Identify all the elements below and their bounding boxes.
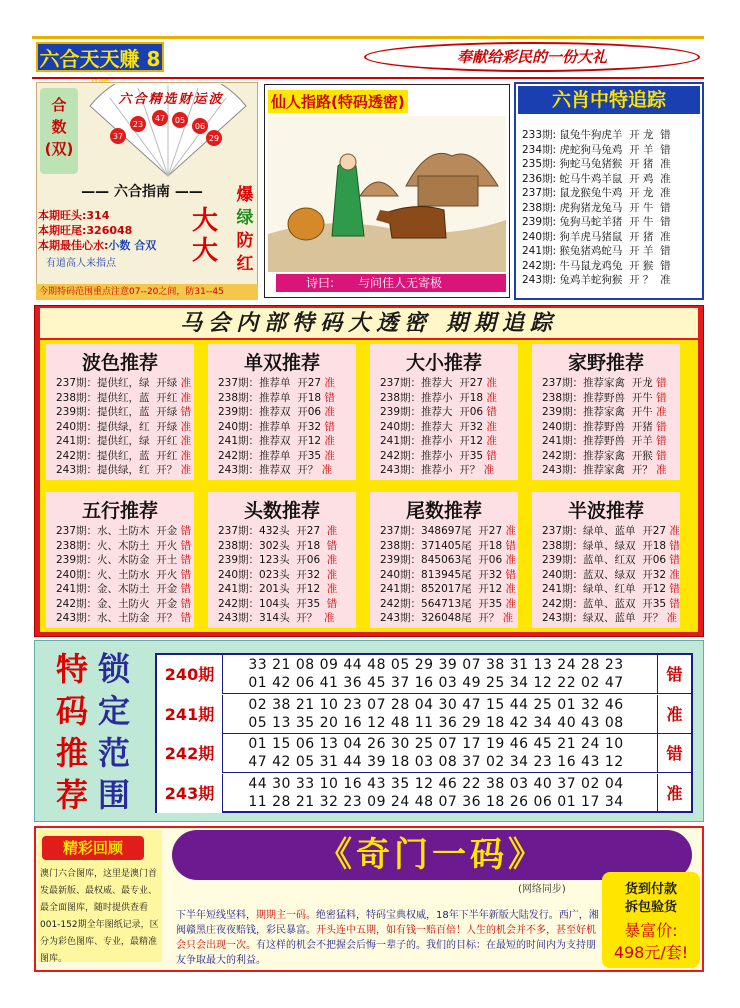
card-row-text: 240期：推荐大 开32 xyxy=(380,420,487,433)
card-row-text: 238期：绿单、绿双 开18 xyxy=(542,539,670,552)
card-row-result: 错 xyxy=(180,583,192,595)
poem-bar xyxy=(276,274,506,292)
range-result: 错 xyxy=(657,734,691,773)
recommend-card xyxy=(46,344,194,480)
card-row-result: 准 xyxy=(486,377,497,389)
card-row-result: 准 xyxy=(180,449,192,462)
card-row xyxy=(542,611,677,626)
card-row-text: 239期：蓝单、红双 开06 xyxy=(542,554,670,566)
card-row-result: 准 xyxy=(326,554,338,566)
guide-key: 本期旺尾: xyxy=(38,224,87,237)
recommend-grid xyxy=(40,340,698,632)
card-row xyxy=(380,553,516,568)
card-row xyxy=(218,524,337,539)
card-row xyxy=(542,449,667,464)
desc-part: 下半年短线坚料， xyxy=(176,910,256,921)
card-row xyxy=(218,420,335,435)
card-row-text: 237期：348697尾 开27 xyxy=(380,525,506,537)
card-row-result: 错 xyxy=(669,554,680,566)
guide-row xyxy=(38,222,132,238)
guide-row xyxy=(38,237,156,253)
guide-key: 本期最佳心水: xyxy=(38,239,109,252)
card-row-result: 错 xyxy=(656,391,667,404)
zodiac-row: 236期: 蛇马牛鸡羊鼠 开 鸡 准 xyxy=(522,172,671,185)
card-row-result: 错 xyxy=(656,377,667,389)
big-char: 大 xyxy=(192,206,219,236)
card-row-text: 239期：推荐双 开06 xyxy=(218,406,325,418)
cod-text: 货到付款 xyxy=(624,882,677,897)
range-period: 241期 xyxy=(157,695,223,734)
card-title: 家野推荐 xyxy=(567,352,644,374)
card-row-text: 237期：推荐单 开27 xyxy=(218,377,325,389)
card-row xyxy=(542,524,680,539)
range-line: 47 42 05 31 44 39 18 03 08 37 02 34 23 16 43 12 xyxy=(248,754,624,770)
card-row-result: 错 xyxy=(180,597,192,610)
guide-row xyxy=(38,207,109,223)
label-char: 范 xyxy=(98,734,131,772)
card-row xyxy=(218,611,334,626)
review-body: 澳门六合图库，这里是澳门首发最新版、最权威、最专业、最全面图库，随时提供查看001-152期全年图纸记录，区分为彩色图库、专业，最精准图库。 xyxy=(40,869,159,964)
card-row-text: 238期：火、木防土 开火 xyxy=(56,539,181,552)
card-row-text: 241期：提供红，绿 开红 xyxy=(56,435,181,447)
card-row-result: 错 xyxy=(656,435,667,447)
card-row-result: 错 xyxy=(180,554,192,566)
card-row xyxy=(56,582,191,597)
card-row-text: 243期：推荐双 开？ xyxy=(218,464,322,476)
card-row xyxy=(56,524,191,539)
card-row xyxy=(380,597,516,612)
qimen-title: 《奇门一码》 xyxy=(172,830,692,880)
heshu-char: 数 xyxy=(51,118,67,136)
card-row-text: 242期：提供红，蓝 开红 xyxy=(56,449,181,462)
card-row-result: 准 xyxy=(669,525,680,537)
fan-number: 23 xyxy=(132,120,144,129)
card-row-result: 准 xyxy=(180,435,192,447)
range-line: 05 13 35 20 16 12 48 11 36 29 18 42 34 40 43 08 xyxy=(248,714,624,731)
range-period: 243期 xyxy=(157,774,223,813)
card-row xyxy=(218,553,337,568)
top-rule xyxy=(32,36,704,39)
card-row-result: 准 xyxy=(326,583,338,595)
card-row-result: 准 xyxy=(321,464,333,476)
card-row-result: 准 xyxy=(324,449,335,462)
zodiac-row: 235期: 狗蛇马兔猪猴 开 猪 准 xyxy=(522,158,671,170)
card-row-text: 240期：提供绿，红 开绿 xyxy=(56,420,181,433)
card-row-text: 238期：推荐野兽 开牛 xyxy=(542,391,657,404)
poem-label: 诗曰: xyxy=(306,276,335,290)
card-row-result: 错 xyxy=(669,597,680,610)
card-title: 头数推荐 xyxy=(243,500,320,522)
card-row-result: 准 xyxy=(656,406,667,418)
card-row-text: 240期：蓝双、绿双 开32 xyxy=(542,568,670,581)
card-row xyxy=(380,611,513,626)
heshu-char: (双) xyxy=(44,140,74,158)
guide-title: —— 六合指南 —— xyxy=(81,184,203,200)
range-line: 33 21 08 09 44 48 05 29 39 07 38 31 13 24 28 23 xyxy=(248,657,624,673)
card-row-result: 错 xyxy=(180,525,192,537)
card-row-text: 239期：提供红，蓝 开绿 xyxy=(56,406,181,418)
card-row-result: 错 xyxy=(324,391,335,404)
card-row-text: 240期：023头 开32 xyxy=(218,568,327,581)
heshu-char: 合 xyxy=(51,96,67,114)
card-row-result: 准 xyxy=(505,554,516,566)
card-row-text: 242期：推荐小 开35 xyxy=(380,449,487,462)
card-row xyxy=(542,568,680,583)
card-row xyxy=(218,449,335,464)
card-row-result: 错 xyxy=(326,597,338,610)
range-line: 11 28 21 32 23 09 24 48 07 36 18 26 06 01 17 34 xyxy=(248,793,624,810)
card-row-result: 错 xyxy=(180,568,192,581)
scene-illustration xyxy=(268,116,506,272)
card-row xyxy=(218,434,335,449)
desc-part: 有这样的机会不把握会后悔一辈子的。我们的目标：在最短的时间内为支持朋友争取最大的利益。 xyxy=(176,940,596,966)
guide-value: 314 xyxy=(86,209,110,222)
card-row-text: 243期：提供绿，红 开？ xyxy=(56,464,181,476)
guide-key: 本期旺头: xyxy=(38,209,87,222)
card-row xyxy=(218,405,335,420)
card-row-result: 准 xyxy=(505,583,516,595)
card-row-result: 错 xyxy=(669,583,680,595)
range-row xyxy=(157,734,691,773)
card-row xyxy=(542,597,680,612)
card-row-result: 准 xyxy=(505,525,516,537)
card-row xyxy=(380,539,516,554)
card-row-result: 准 xyxy=(656,464,667,476)
card-row-result: 准 xyxy=(180,420,192,433)
card-row-text: 241期：推荐野兽 开羊 xyxy=(542,435,657,447)
card-row-text: 237期：提供红，绿 开绿 xyxy=(56,377,181,389)
inspect-text: 拆包验货 xyxy=(624,900,677,915)
card-row xyxy=(56,376,191,391)
card-row-text: 238期：371405尾 开18 xyxy=(380,539,506,552)
card-row-text: 241期：推荐双 开12 xyxy=(218,435,325,447)
price-value: 498元/套! xyxy=(613,943,689,962)
card-row-text: 242期：蓝单、蓝双 开35 xyxy=(542,597,670,610)
card-row-text: 242期：金、土防火 开金 xyxy=(56,597,181,610)
card-row xyxy=(380,568,516,583)
card-row-result: 错 xyxy=(505,568,516,581)
card-row xyxy=(218,582,337,597)
label-char: 定 xyxy=(98,692,131,730)
card-row xyxy=(380,449,497,464)
card-row-text: 241期：绿单、红单 开12 xyxy=(542,583,670,595)
zodiac-row: 243期: 兔鸡羊蛇狗猴 开 ？ 准 xyxy=(522,274,671,286)
recommend-card xyxy=(532,492,680,628)
range-line: 44 30 33 10 16 43 35 12 46 22 38 03 40 37 02 04 xyxy=(248,775,624,792)
card-row-text: 237期：水、土防木 开金 xyxy=(56,525,181,537)
insider-banner: 马会内部特码大透密 期期追踪 xyxy=(40,308,698,338)
heshu-badge xyxy=(40,88,78,174)
card-row xyxy=(218,597,337,612)
card-row xyxy=(380,405,497,420)
range-numbers xyxy=(227,656,645,692)
card-row xyxy=(542,434,667,449)
card-row-text: 238期：提供红，蓝 开红 xyxy=(56,391,181,404)
card-row xyxy=(542,463,667,478)
big-char: 大 xyxy=(192,236,219,266)
card-row-result: 准 xyxy=(180,464,192,476)
card-row-result: 错 xyxy=(180,612,192,624)
card-title: 波色推荐 xyxy=(81,352,158,374)
recommend-card xyxy=(46,492,194,628)
card-row xyxy=(218,568,337,583)
six-zodiac-title: 六肖中特追踪 xyxy=(518,86,700,114)
recommend-card xyxy=(370,344,518,480)
range-row xyxy=(157,695,691,734)
card-row-text: 241期：金、木防土 开金 xyxy=(56,583,181,595)
card-row-text: 240期：推荐野兽 开猪 xyxy=(542,420,657,433)
card-row xyxy=(56,568,191,583)
card-title: 尾数推荐 xyxy=(405,500,482,522)
card-row-result: 错 xyxy=(324,420,335,433)
card-row-result: 错 xyxy=(326,539,338,552)
guide-value: 小数 合双 xyxy=(108,239,157,252)
lock-range-label xyxy=(98,648,130,816)
slogan: 奉献给彩民的一份大礼 xyxy=(364,42,700,72)
range-row xyxy=(157,655,691,694)
card-row-result: 准 xyxy=(324,435,335,447)
card-row-result: 准 xyxy=(324,406,335,418)
label-char: 推 xyxy=(56,734,89,772)
card-row-text: 238期：推荐单 开18 xyxy=(218,391,325,404)
zodiac-row: 240期: 狗羊虎马猪鼠 开 猪 准 xyxy=(522,230,671,243)
card-row-result: 准 xyxy=(180,377,192,389)
zodiac-row: 239期: 兔狗马蛇羊猪 开 牛 错 xyxy=(522,216,671,228)
price-label: 暴富价: xyxy=(624,921,678,940)
review-title: 精彩回顾 xyxy=(42,836,144,860)
zodiac-row: 234期: 虎蛇狗马兔鸡 开 羊 错 xyxy=(522,143,671,156)
card-row-text: 239期：123头 开06 xyxy=(218,554,327,566)
card-row-text: 243期：推荐家禽 开？ xyxy=(542,464,657,476)
card-row-result: 错 xyxy=(180,539,192,552)
range-table xyxy=(155,653,693,813)
card-row-result: 错 xyxy=(656,449,667,462)
card-title: 半波推荐 xyxy=(567,500,644,522)
range-numbers xyxy=(227,696,645,732)
card-row-text: 239期：火、木防金 开土 xyxy=(56,554,181,566)
card-row-text: 237期：推荐家禽 开龙 xyxy=(542,377,657,389)
card-row xyxy=(56,597,191,612)
card-row-text: 243期：水、土防金 开？ xyxy=(56,612,181,624)
card-row-result: 错 xyxy=(656,420,667,433)
tip-char: 爆 xyxy=(236,185,254,205)
card-row xyxy=(218,539,337,554)
fan-title: 六合精选财运波 xyxy=(118,92,224,107)
range-result: 错 xyxy=(657,655,691,694)
card-row xyxy=(56,420,191,435)
card-row-text: 240期：火、土防水 开火 xyxy=(56,568,181,581)
card-row-result: 错 xyxy=(669,539,680,552)
sync-note: (网络同步) xyxy=(518,884,566,895)
range-line: 01 42 06 41 36 45 37 16 03 49 25 34 12 22 02 47 xyxy=(248,675,624,691)
card-row-text: 242期：104头 开35 xyxy=(218,597,327,610)
label-char: 特 xyxy=(56,650,89,688)
card-row-result: 准 xyxy=(502,612,514,624)
range-numbers xyxy=(227,735,645,771)
card-row-text: 238期：推荐小 开18 xyxy=(380,391,487,404)
card-row-text: 239期：845063尾 开06 xyxy=(380,554,506,566)
brand-title: 六合天天赚 8 xyxy=(36,42,164,72)
card-row xyxy=(542,553,680,568)
card-row-text: 243期：314头 开？ xyxy=(218,612,324,624)
card-row xyxy=(380,434,497,449)
card-row-result: 错 xyxy=(180,406,192,418)
fan-number: 37 xyxy=(112,132,124,141)
tip-char: 防 xyxy=(236,231,254,251)
recommend-card xyxy=(370,492,518,628)
range-result: 准 xyxy=(657,695,691,734)
card-row-text: 240期：813945尾 开32 xyxy=(380,568,506,581)
card-row-result: 准 xyxy=(326,568,338,581)
card-row-result: 错 xyxy=(505,539,516,552)
card-row-result: 准 xyxy=(180,391,192,404)
card-row-result: 准 xyxy=(326,525,338,537)
fan-number: 29 xyxy=(208,134,220,143)
card-row xyxy=(56,611,191,626)
range-numbers xyxy=(227,775,645,811)
card-row xyxy=(542,405,667,420)
card-row-text: 239期：推荐家禽 开牛 xyxy=(542,406,657,418)
card-title: 五行推荐 xyxy=(81,500,158,522)
card-row xyxy=(380,376,497,391)
header-rule xyxy=(32,77,704,79)
card-row xyxy=(380,582,516,597)
range-period: 242期 xyxy=(157,734,223,773)
card-row xyxy=(380,420,497,435)
card-title: 单双推荐 xyxy=(243,352,320,374)
zodiac-row: 242期: 牛马鼠龙鸡兔 开 猴 错 xyxy=(522,259,671,272)
range-line: 01 15 06 13 04 26 30 25 07 17 19 46 45 21 24 10 xyxy=(248,736,624,752)
label-char: 荐 xyxy=(56,776,89,814)
card-row-text: 237期：432头 开27 xyxy=(218,525,327,537)
card-row xyxy=(56,434,191,449)
card-row-text: 237期：推荐大 开27 xyxy=(380,377,487,389)
card-row-result: 准 xyxy=(483,464,495,476)
label-char: 码 xyxy=(56,692,89,730)
recommend-card xyxy=(532,344,680,480)
tip-char: 红 xyxy=(236,254,254,274)
label-char: 锁 xyxy=(98,650,131,688)
zodiac-row: 238期: 虎狗猪龙兔马 开 牛 错 xyxy=(522,201,671,214)
card-row-result: 准 xyxy=(323,612,335,624)
range-line: 02 38 21 10 23 07 28 04 30 47 15 44 25 01 32 46 xyxy=(248,696,624,713)
zodiac-row: 233期: 鼠兔牛狗虎羊 开 龙 错 xyxy=(522,129,671,141)
card-row xyxy=(542,376,667,391)
price-box xyxy=(602,872,700,968)
recommend-card xyxy=(208,344,356,480)
zodiac-row: 237期: 鼠龙猴兔牛鸡 开 龙 准 xyxy=(522,187,671,199)
tip-char: 绿 xyxy=(236,208,254,228)
zodiac-row: 241期: 猴兔猪鸡蛇马 开 羊 错 xyxy=(522,245,671,257)
card-row xyxy=(56,405,191,420)
card-row-text: 240期：推荐单 开32 xyxy=(218,420,325,433)
card-row xyxy=(56,553,191,568)
guide-note: 有道高人来指点 xyxy=(46,258,116,269)
card-row-text: 242期：564713尾 开35 xyxy=(380,597,506,610)
card-row-text: 241期：推荐小 开12 xyxy=(380,435,487,447)
range-note: 今期特码范围重点注意07--20之间，防31--45 xyxy=(36,284,258,300)
card-row xyxy=(542,420,667,435)
card-row-text: 238期：302头 开18 xyxy=(218,539,327,552)
guide-value: 326048 xyxy=(86,224,133,237)
immortal-title: 仙人指路(特码透密) xyxy=(268,90,408,113)
card-row-text: 239期：推荐大 开06 xyxy=(380,406,487,418)
card-row-result: 错 xyxy=(486,406,497,418)
card-row xyxy=(380,524,516,539)
card-row-text: 237期：绿单、蓝单 开27 xyxy=(542,525,670,537)
desc-part: 开头连中五期，如有钱一赔百倍！人生的机会并不多，甚至好机会只会出现一次。 xyxy=(176,925,596,951)
card-row-result: 准 xyxy=(505,597,516,610)
card-row-text: 242期：推荐家禽 开猴 xyxy=(542,449,657,462)
card-row-result: 准 xyxy=(666,612,678,624)
card-row xyxy=(380,391,497,406)
card-row xyxy=(56,449,191,464)
fan-number: 47 xyxy=(154,114,166,123)
range-result: 准 xyxy=(657,774,691,813)
card-row-result: 准 xyxy=(324,377,335,389)
card-row xyxy=(56,391,191,406)
card-row-result: 准 xyxy=(486,420,497,433)
card-row-result: 准 xyxy=(486,391,497,404)
range-period: 240期 xyxy=(157,655,223,694)
card-row-text: 242期：推荐单 开35 xyxy=(218,449,325,462)
card-row xyxy=(542,391,667,406)
card-row xyxy=(542,539,680,554)
card-row xyxy=(56,539,191,554)
desc-part: 期期主一码。 xyxy=(256,910,316,921)
card-row xyxy=(380,463,494,478)
card-row xyxy=(56,463,191,478)
desc-part: 绝密猛料，特码宝典权威，18年下半年新版大陆发行。西广，湘阀赣黑庄夜夜赔钱，彩民暴富。 xyxy=(176,910,599,936)
card-row-text: 243期：绿双、蓝单 开？ xyxy=(542,612,667,624)
card-row-text: 241期：201头 开12 xyxy=(218,583,327,595)
label-char: 围 xyxy=(98,776,131,814)
card-row-result: 准 xyxy=(669,568,680,581)
card-title: 大小推荐 xyxy=(405,352,482,374)
recommend-card xyxy=(208,492,356,628)
card-row xyxy=(218,376,335,391)
card-row-text: 243期：推荐小 开？ xyxy=(380,464,484,476)
card-row xyxy=(218,463,332,478)
vertical-tip xyxy=(234,184,256,276)
card-row xyxy=(542,582,680,597)
qimen-description xyxy=(176,908,600,968)
fan-number: 05 xyxy=(174,116,186,125)
card-row xyxy=(218,391,335,406)
card-row-result: 准 xyxy=(486,435,497,447)
big-marker xyxy=(192,206,218,266)
fan-number: 06 xyxy=(194,122,206,131)
range-row xyxy=(157,774,691,813)
card-row-result: 错 xyxy=(486,449,497,462)
special-recommend-label xyxy=(56,648,88,816)
poem-text: 与问佳人无寄极 xyxy=(358,276,443,290)
card-row-text: 241期：852017尾 开12 xyxy=(380,583,506,595)
card-row-text: 243期：326048尾 开？ xyxy=(380,612,503,624)
